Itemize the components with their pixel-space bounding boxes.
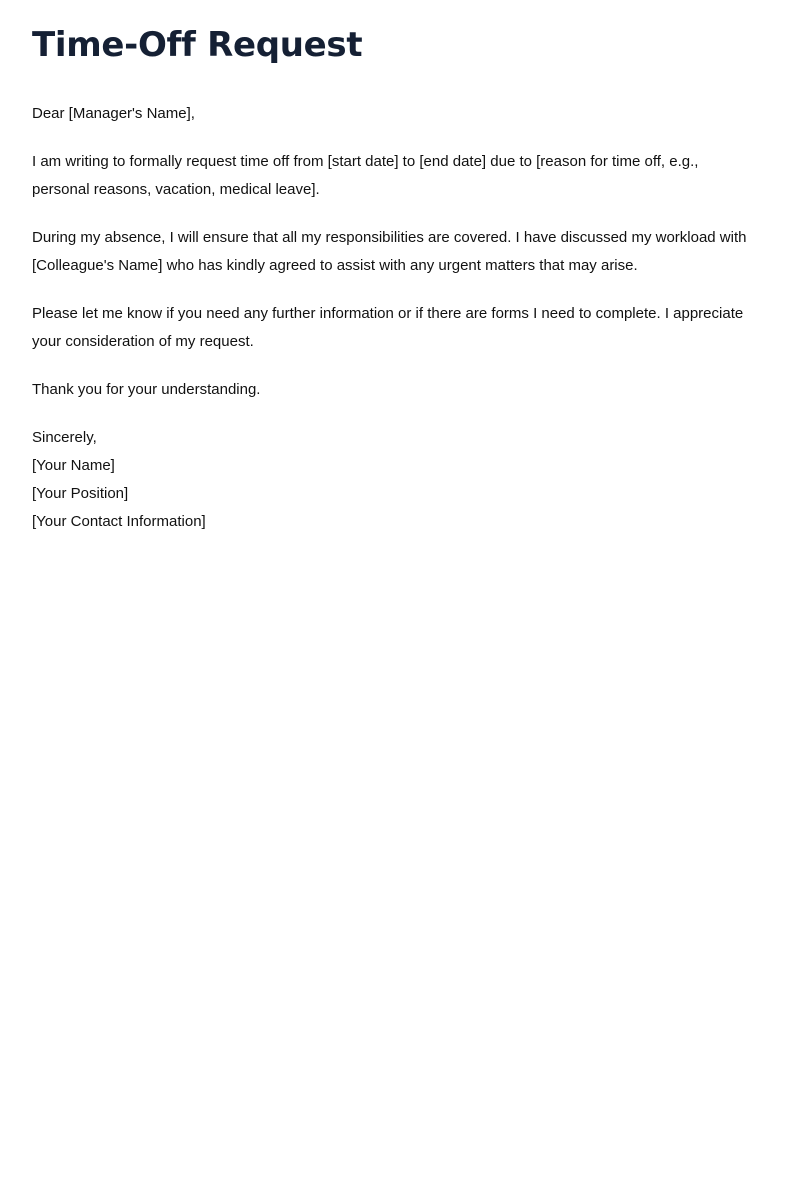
page-title: Time-Off Request — [32, 25, 363, 65]
closing: Sincerely, — [32, 429, 97, 446]
signature-position: [Your Position] — [32, 485, 129, 502]
paragraph-coverage: During my absence, I will ensure that all my responsibilities are covered. I have discussed my workload with [Colleague's Name] who has kindly agreed to assist with any urgent matters that may arise. — [32, 229, 747, 274]
signature-contact: [Your Contact Information] — [32, 513, 206, 530]
paragraph-request: I am writing to formally request time off from [start date] to [end date] due to [reason for time off, e.g., personal reasons, vacation, medical leave]. — [32, 153, 699, 198]
signature-block — [32, 424, 768, 536]
signature-name: [Your Name] — [32, 457, 115, 474]
letter-page — [0, 0, 800, 536]
paragraph-further-info: Please let me know if you need any further information or if there are forms I need to complete. I appreciate your consideration of my request. — [32, 305, 744, 350]
paragraph-thanks: Thank you for your understanding. — [32, 381, 261, 398]
salutation: Dear [Manager's Name], — [32, 105, 195, 122]
letter-body — [32, 100, 768, 536]
